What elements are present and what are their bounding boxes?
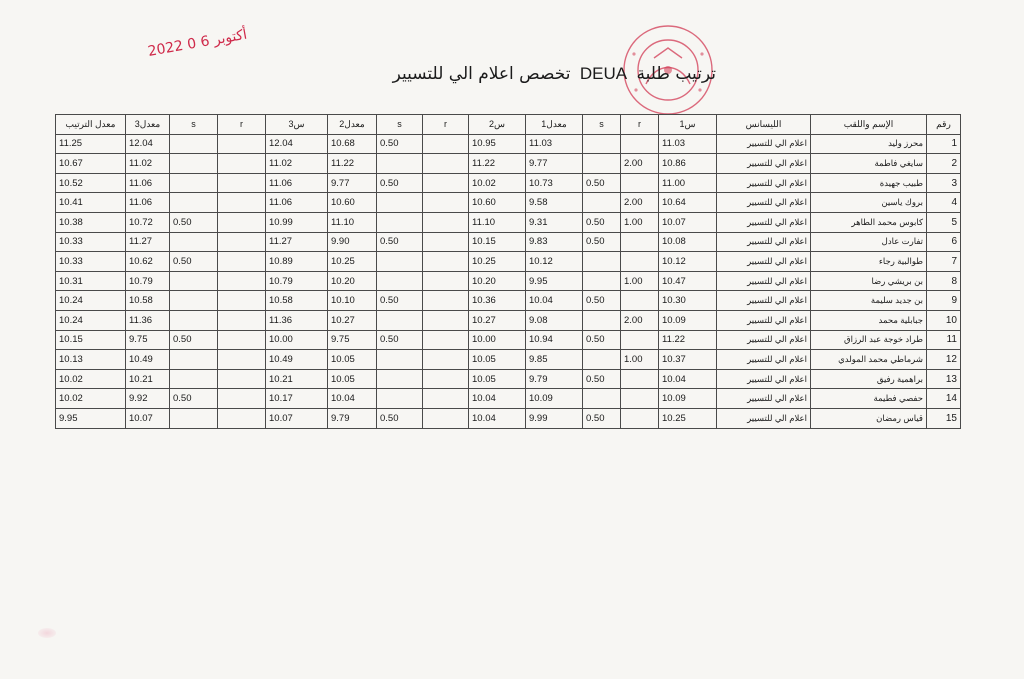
license-cell: اعلام الي للتسيير: [717, 389, 811, 409]
grade-cell: [621, 408, 659, 428]
grade-cell: 10.04: [328, 389, 377, 409]
grade-cell: 11.10: [328, 212, 377, 232]
grade-cell: 0.50: [583, 212, 621, 232]
student-name-cell: حفصي فطيمة: [811, 389, 927, 409]
license-cell: اعلام الي للتسيير: [717, 193, 811, 213]
column-header: معدل2: [328, 115, 377, 135]
student-name-cell: طوالبية رجاء: [811, 252, 927, 272]
grade-cell: [423, 252, 469, 272]
license-cell: اعلام الي للتسيير: [717, 212, 811, 232]
grade-cell: [583, 310, 621, 330]
grade-cell: [423, 330, 469, 350]
grade-cell: 11.03: [526, 134, 583, 154]
license-cell: اعلام الي للتسيير: [717, 369, 811, 389]
grade-cell: 10.72: [126, 212, 170, 232]
grade-cell: 12.04: [126, 134, 170, 154]
student-name-cell: قياس رمضان: [811, 408, 927, 428]
grade-cell: 10.05: [328, 369, 377, 389]
grade-cell: 11.06: [126, 193, 170, 213]
grade-cell: 0.50: [583, 173, 621, 193]
grade-cell: 11.22: [328, 154, 377, 174]
table-row: [56, 134, 961, 154]
grade-cell: 10.00: [469, 330, 526, 350]
grade-cell: 10.15: [469, 232, 526, 252]
license-cell: اعلام الي للتسيير: [717, 134, 811, 154]
grade-cell: 10.58: [266, 291, 328, 311]
grade-cell: 9.83: [526, 232, 583, 252]
grade-cell: 0.50: [583, 232, 621, 252]
table-row: [56, 310, 961, 330]
grade-cell: 10.49: [266, 350, 328, 370]
grade-cell: 10.25: [328, 252, 377, 272]
grade-cell: [170, 310, 218, 330]
grade-cell: [423, 154, 469, 174]
grade-cell: 10.95: [469, 134, 526, 154]
student-name-cell: بن جديد سليمة: [811, 291, 927, 311]
grade-cell: 10.17: [266, 389, 328, 409]
table-row: [56, 154, 961, 174]
grade-cell: [583, 252, 621, 272]
grade-cell: 10.33: [56, 252, 126, 272]
license-cell: اعلام الي للتسيير: [717, 154, 811, 174]
grade-cell: 10.58: [126, 291, 170, 311]
grade-cell: 9.75: [126, 330, 170, 350]
grade-cell: [423, 134, 469, 154]
grade-cell: 10.86: [659, 154, 717, 174]
grade-cell: 9.79: [526, 369, 583, 389]
grade-cell: 10.62: [126, 252, 170, 272]
grade-cell: [621, 389, 659, 409]
grade-cell: 10.41: [56, 193, 126, 213]
table-row: [56, 232, 961, 252]
grade-cell: 2.00: [621, 310, 659, 330]
table-row: [56, 369, 961, 389]
grade-cell: 10.05: [469, 350, 526, 370]
grade-cell: 9.31: [526, 212, 583, 232]
grade-cell: [377, 212, 423, 232]
grade-cell: [583, 154, 621, 174]
grade-cell: 10.09: [659, 389, 717, 409]
grade-cell: 10.20: [328, 271, 377, 291]
page-title: [316, 64, 716, 84]
student-name-cell: جبابلية محمد: [811, 310, 927, 330]
student-name-cell: شرماطي محمد المولدي: [811, 350, 927, 370]
grade-cell: [423, 193, 469, 213]
student-name-cell: طبيب جهيدة: [811, 173, 927, 193]
grade-cell: [218, 154, 266, 174]
grade-cell: [218, 310, 266, 330]
grade-cell: [583, 389, 621, 409]
student-name-cell: سايغي فاطمة: [811, 154, 927, 174]
grade-cell: 10.67: [56, 154, 126, 174]
grade-cell: [218, 350, 266, 370]
grade-cell: 10.60: [328, 193, 377, 213]
grade-cell: 9.79: [328, 408, 377, 428]
grade-cell: 11.22: [469, 154, 526, 174]
grade-cell: 10.79: [126, 271, 170, 291]
grade-cell: 11.27: [266, 232, 328, 252]
grade-cell: 10.08: [659, 232, 717, 252]
grade-cell: 10.37: [659, 350, 717, 370]
grade-cell: [377, 271, 423, 291]
grade-cell: 10.60: [469, 193, 526, 213]
grade-cell: [377, 310, 423, 330]
grade-cell: 10.04: [659, 369, 717, 389]
grade-cell: [621, 369, 659, 389]
grade-cell: 10.07: [659, 212, 717, 232]
grade-cell: [423, 271, 469, 291]
grade-cell: 11.03: [659, 134, 717, 154]
grade-cell: 9.77: [328, 173, 377, 193]
grade-cell: [423, 350, 469, 370]
license-cell: اعلام الي للتسيير: [717, 350, 811, 370]
grade-cell: 0.50: [377, 291, 423, 311]
column-header: س2: [469, 115, 526, 135]
grade-cell: 0.50: [377, 173, 423, 193]
grade-cell: 9.99: [526, 408, 583, 428]
grade-cell: [583, 193, 621, 213]
license-cell: اعلام الي للتسيير: [717, 408, 811, 428]
grade-cell: 9.95: [56, 408, 126, 428]
grade-cell: [218, 369, 266, 389]
row-number-cell: 13: [927, 369, 961, 389]
column-header: رقم: [927, 115, 961, 135]
column-header: s: [583, 115, 621, 135]
table-row: [56, 173, 961, 193]
grade-cell: [621, 232, 659, 252]
grade-cell: [621, 173, 659, 193]
grade-cell: 0.50: [170, 330, 218, 350]
grade-cell: [583, 134, 621, 154]
column-header: معدل1: [526, 115, 583, 135]
grade-cell: 9.08: [526, 310, 583, 330]
grade-cell: 10.02: [469, 173, 526, 193]
title-suffix: تخصص اعلام الي للتسيير: [392, 64, 571, 84]
row-number-cell: 9: [927, 291, 961, 311]
grade-cell: 9.95: [526, 271, 583, 291]
grade-cell: 11.02: [266, 154, 328, 174]
row-number-cell: 8: [927, 271, 961, 291]
grade-cell: 11.25: [56, 134, 126, 154]
table-row: [56, 193, 961, 213]
grade-cell: 10.05: [328, 350, 377, 370]
title-prefix: ترتيب طلبة: [636, 64, 716, 84]
grade-cell: [423, 310, 469, 330]
column-header: r: [621, 115, 659, 135]
grade-cell: 12.04: [266, 134, 328, 154]
grade-cell: [583, 271, 621, 291]
date-stamp: 2022 0 6 أكتوبر: [146, 26, 249, 60]
table-row: [56, 212, 961, 232]
grade-cell: 11.00: [659, 173, 717, 193]
grade-cell: 10.94: [526, 330, 583, 350]
row-number-cell: 1: [927, 134, 961, 154]
row-number-cell: 12: [927, 350, 961, 370]
grade-cell: [377, 154, 423, 174]
grade-cell: [170, 232, 218, 252]
grade-cell: 10.02: [56, 389, 126, 409]
column-header: معدل الترتيب: [56, 115, 126, 135]
student-name-cell: بن بريشي رضا: [811, 271, 927, 291]
row-number-cell: 10: [927, 310, 961, 330]
grade-cell: 10.31: [56, 271, 126, 291]
grade-cell: [621, 330, 659, 350]
grade-cell: 10.25: [469, 252, 526, 272]
grade-cell: 10.33: [56, 232, 126, 252]
row-number-cell: 6: [927, 232, 961, 252]
table-row: [56, 271, 961, 291]
grade-cell: [423, 232, 469, 252]
table-row: [56, 252, 961, 272]
grade-cell: 11.06: [266, 173, 328, 193]
grade-cell: [423, 369, 469, 389]
table-row: [56, 389, 961, 409]
table-body: [56, 134, 961, 428]
license-cell: اعلام الي للتسيير: [717, 291, 811, 311]
license-cell: اعلام الي للتسيير: [717, 310, 811, 330]
grade-cell: 9.92: [126, 389, 170, 409]
ink-smudge: [38, 628, 56, 638]
grade-cell: 10.99: [266, 212, 328, 232]
grade-cell: 10.12: [659, 252, 717, 272]
grade-cell: 9.90: [328, 232, 377, 252]
grade-cell: 11.36: [266, 310, 328, 330]
grade-cell: [621, 291, 659, 311]
ranking-table: [55, 114, 961, 429]
grade-cell: 10.05: [469, 369, 526, 389]
grade-cell: 0.50: [170, 252, 218, 272]
title-program: DEUA: [579, 64, 628, 83]
grade-cell: [377, 252, 423, 272]
grade-cell: 10.36: [469, 291, 526, 311]
grade-cell: [423, 212, 469, 232]
grade-cell: 10.47: [659, 271, 717, 291]
grade-cell: 10.21: [266, 369, 328, 389]
grade-cell: 10.52: [56, 173, 126, 193]
grade-cell: [170, 173, 218, 193]
grade-cell: 10.25: [659, 408, 717, 428]
grade-cell: 1.00: [621, 212, 659, 232]
column-header: s: [170, 115, 218, 135]
row-number-cell: 14: [927, 389, 961, 409]
column-header: الليسانس: [717, 115, 811, 135]
row-number-cell: 2: [927, 154, 961, 174]
table-header-row: [56, 115, 961, 135]
license-cell: اعلام الي للتسيير: [717, 232, 811, 252]
row-number-cell: 5: [927, 212, 961, 232]
student-name-cell: بروك ياسين: [811, 193, 927, 213]
grade-cell: 0.50: [583, 408, 621, 428]
grade-cell: 11.27: [126, 232, 170, 252]
grade-cell: [377, 369, 423, 389]
student-name-cell: تفارت عادل: [811, 232, 927, 252]
grade-cell: 10.24: [56, 291, 126, 311]
table-row: [56, 408, 961, 428]
grade-cell: [621, 252, 659, 272]
grade-cell: [621, 134, 659, 154]
grade-cell: 11.22: [659, 330, 717, 350]
column-header: r: [423, 115, 469, 135]
grade-cell: [423, 291, 469, 311]
grade-cell: 0.50: [170, 212, 218, 232]
grade-cell: 10.12: [526, 252, 583, 272]
grade-cell: [218, 212, 266, 232]
grade-cell: [218, 232, 266, 252]
grade-cell: 10.04: [469, 389, 526, 409]
grade-cell: 9.85: [526, 350, 583, 370]
grade-cell: 1.00: [621, 271, 659, 291]
grade-cell: 0.50: [583, 330, 621, 350]
grade-cell: 0.50: [377, 232, 423, 252]
grade-cell: [170, 193, 218, 213]
grade-cell: 11.06: [126, 173, 170, 193]
row-number-cell: 11: [927, 330, 961, 350]
grade-cell: 9.75: [328, 330, 377, 350]
column-header: الإسم واللقب: [811, 115, 927, 135]
grade-cell: 2.00: [621, 193, 659, 213]
grade-cell: 10.89: [266, 252, 328, 272]
grade-cell: [218, 408, 266, 428]
grade-cell: 10.13: [56, 350, 126, 370]
grade-cell: [377, 350, 423, 370]
table-row: [56, 330, 961, 350]
column-header: س3: [266, 115, 328, 135]
grade-cell: [170, 369, 218, 389]
column-header: معدل3: [126, 115, 170, 135]
license-cell: اعلام الي للتسيير: [717, 271, 811, 291]
grade-cell: 0.50: [583, 369, 621, 389]
grade-cell: 10.27: [328, 310, 377, 330]
grade-cell: [423, 408, 469, 428]
grade-cell: [170, 408, 218, 428]
grade-cell: 9.77: [526, 154, 583, 174]
grade-cell: 10.07: [126, 408, 170, 428]
grade-cell: 11.10: [469, 212, 526, 232]
grade-cell: 10.00: [266, 330, 328, 350]
grade-cell: [218, 193, 266, 213]
grade-cell: 9.58: [526, 193, 583, 213]
license-cell: اعلام الي للتسيير: [717, 330, 811, 350]
grade-cell: [377, 389, 423, 409]
grade-cell: 2.00: [621, 154, 659, 174]
grade-cell: 10.27: [469, 310, 526, 330]
grade-cell: 10.15: [56, 330, 126, 350]
grade-cell: [423, 173, 469, 193]
grade-cell: [170, 350, 218, 370]
grade-cell: [218, 330, 266, 350]
row-number-cell: 4: [927, 193, 961, 213]
license-cell: اعلام الي للتسيير: [717, 252, 811, 272]
grade-cell: [218, 173, 266, 193]
student-name-cell: براهمية رفيق: [811, 369, 927, 389]
grade-cell: [218, 271, 266, 291]
grade-cell: 0.50: [377, 134, 423, 154]
grade-cell: [218, 252, 266, 272]
grade-cell: [170, 271, 218, 291]
row-number-cell: 7: [927, 252, 961, 272]
row-number-cell: 15: [927, 408, 961, 428]
grade-cell: 10.79: [266, 271, 328, 291]
grade-cell: 11.36: [126, 310, 170, 330]
grade-cell: 10.04: [469, 408, 526, 428]
grade-cell: 10.64: [659, 193, 717, 213]
grade-cell: 10.68: [328, 134, 377, 154]
grade-cell: 10.10: [328, 291, 377, 311]
grade-cell: 10.30: [659, 291, 717, 311]
grade-cell: [377, 193, 423, 213]
grade-cell: [218, 389, 266, 409]
grade-cell: 0.50: [583, 291, 621, 311]
grade-cell: 10.20: [469, 271, 526, 291]
grade-cell: 10.73: [526, 173, 583, 193]
table-row: [56, 291, 961, 311]
license-cell: اعلام الي للتسيير: [717, 173, 811, 193]
grade-cell: 10.04: [526, 291, 583, 311]
grade-cell: 10.49: [126, 350, 170, 370]
grade-cell: 0.50: [377, 408, 423, 428]
grade-cell: 10.09: [659, 310, 717, 330]
student-name-cell: طراد خوجة عبد الرزاق: [811, 330, 927, 350]
grade-cell: 10.21: [126, 369, 170, 389]
grade-cell: 10.02: [56, 369, 126, 389]
grade-cell: 0.50: [377, 330, 423, 350]
column-header: س1: [659, 115, 717, 135]
grade-cell: [423, 389, 469, 409]
grade-cell: 11.02: [126, 154, 170, 174]
grade-cell: 11.06: [266, 193, 328, 213]
grade-cell: 10.38: [56, 212, 126, 232]
student-name-cell: محرز وليد: [811, 134, 927, 154]
grade-cell: [170, 291, 218, 311]
table-row: [56, 350, 961, 370]
column-header: s: [377, 115, 423, 135]
grade-cell: 10.24: [56, 310, 126, 330]
grade-cell: 0.50: [170, 389, 218, 409]
grade-cell: [218, 134, 266, 154]
student-name-cell: كابوس محمد الطاهر: [811, 212, 927, 232]
grade-cell: 1.00: [621, 350, 659, 370]
grade-cell: 10.09: [526, 389, 583, 409]
grade-cell: [218, 291, 266, 311]
grade-cell: [170, 154, 218, 174]
column-header: r: [218, 115, 266, 135]
row-number-cell: 3: [927, 173, 961, 193]
grade-cell: [583, 350, 621, 370]
grade-cell: [170, 134, 218, 154]
grade-cell: 10.07: [266, 408, 328, 428]
